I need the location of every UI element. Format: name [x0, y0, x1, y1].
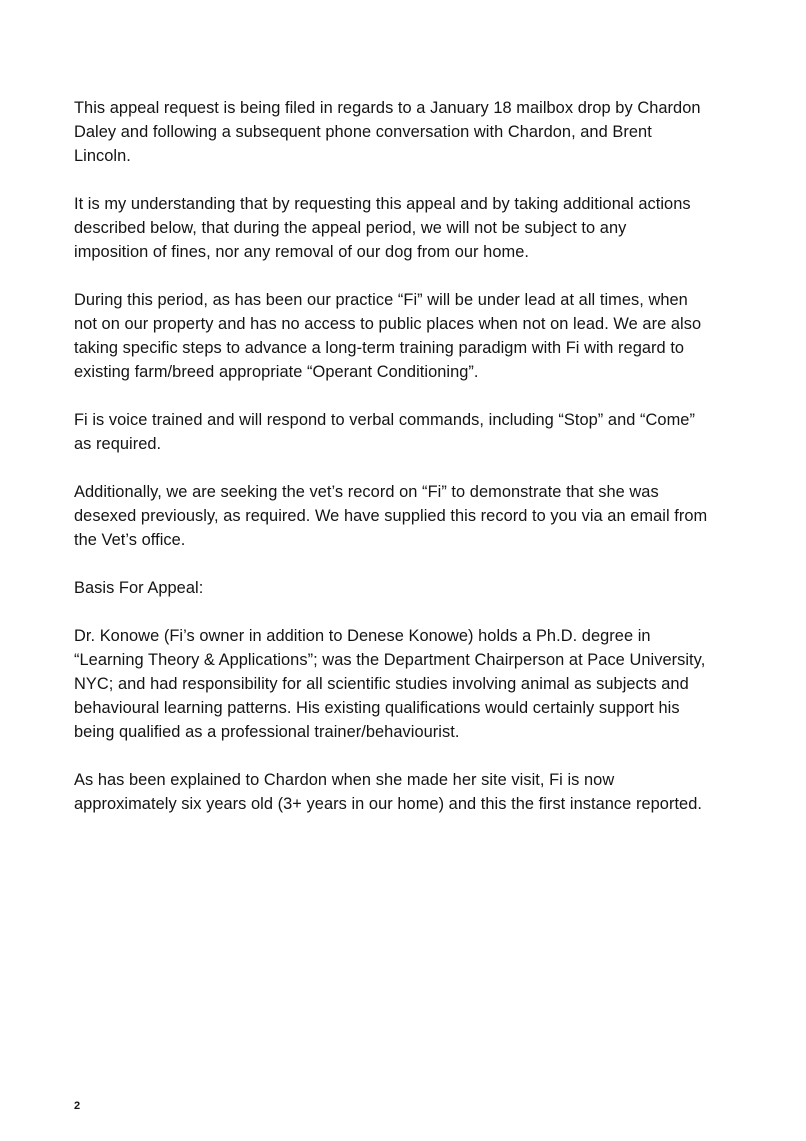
- paragraph-voice-trained: [74, 408, 740, 456]
- text-line: Daley and following a subsequent phone conversation with Chardon, and Brent: [74, 123, 652, 141]
- text-line: taking specific steps to advance a long-term training paradigm with Fi with regard to: [74, 339, 685, 357]
- section-heading-basis-for-appeal: [74, 576, 740, 600]
- paragraph-intro: [74, 96, 740, 168]
- text-line: desexed previously, as required. We have supplied this record to you via an email from: [74, 507, 708, 525]
- text-line: This appeal request is being filed in regards to a January 18 mailbox drop by Chardon: [74, 99, 701, 117]
- paragraph-vet-record: [74, 480, 740, 552]
- page-number: 2: [74, 1100, 81, 1112]
- text-line: imposition of fines, nor any removal of our dog from our home.: [74, 243, 529, 261]
- text-line: as required.: [74, 435, 162, 453]
- text-line: “Learning Theory & Applications”; was the Department Chairperson at Pace University,: [74, 651, 706, 669]
- text-line: the Vet’s office.: [74, 531, 186, 549]
- paragraph-first-instance: [74, 768, 740, 816]
- text-line: It is my understanding that by requesting this appeal and by taking additional actions: [74, 195, 691, 213]
- text-line: Additionally, we are seeking the vet’s record on “Fi” to demonstrate that she was: [74, 483, 659, 501]
- paragraph-period: [74, 288, 740, 384]
- text-line: behavioural learning patterns. His existing qualifications would certainly support his: [74, 699, 680, 717]
- text-line: being qualified as a professional trainer/behaviourist.: [74, 723, 460, 741]
- text-line: existing farm/breed appropriate “Operant Conditioning”.: [74, 363, 479, 381]
- text-line: NYC; and had responsibility for all scientific studies involving animal as subjects and: [74, 675, 689, 693]
- text-line: approximately six years old (3+ years in our home) and this the first instance reported.: [74, 795, 702, 813]
- text-line: As has been explained to Chardon when she made her site visit, Fi is now: [74, 771, 615, 789]
- text-line: Fi is voice trained and will respond to verbal commands, including “Stop” and “Come”: [74, 411, 695, 429]
- letter-body: [74, 96, 740, 840]
- text-line: Lincoln.: [74, 147, 131, 165]
- text-line: During this period, as has been our practice “Fi” will be under lead at all times, when: [74, 291, 688, 309]
- text-line: Dr. Konowe (Fi’s owner in addition to Denese Konowe) holds a Ph.D. degree in: [74, 627, 651, 645]
- text-line: not on our property and has no access to public places when not on lead. We are also: [74, 315, 702, 333]
- text-line: Basis For Appeal:: [74, 579, 204, 597]
- paragraph-understanding: [74, 192, 740, 264]
- paragraph-qualifications: [74, 624, 740, 744]
- text-line: described below, that during the appeal period, we will not be subject to any: [74, 219, 627, 237]
